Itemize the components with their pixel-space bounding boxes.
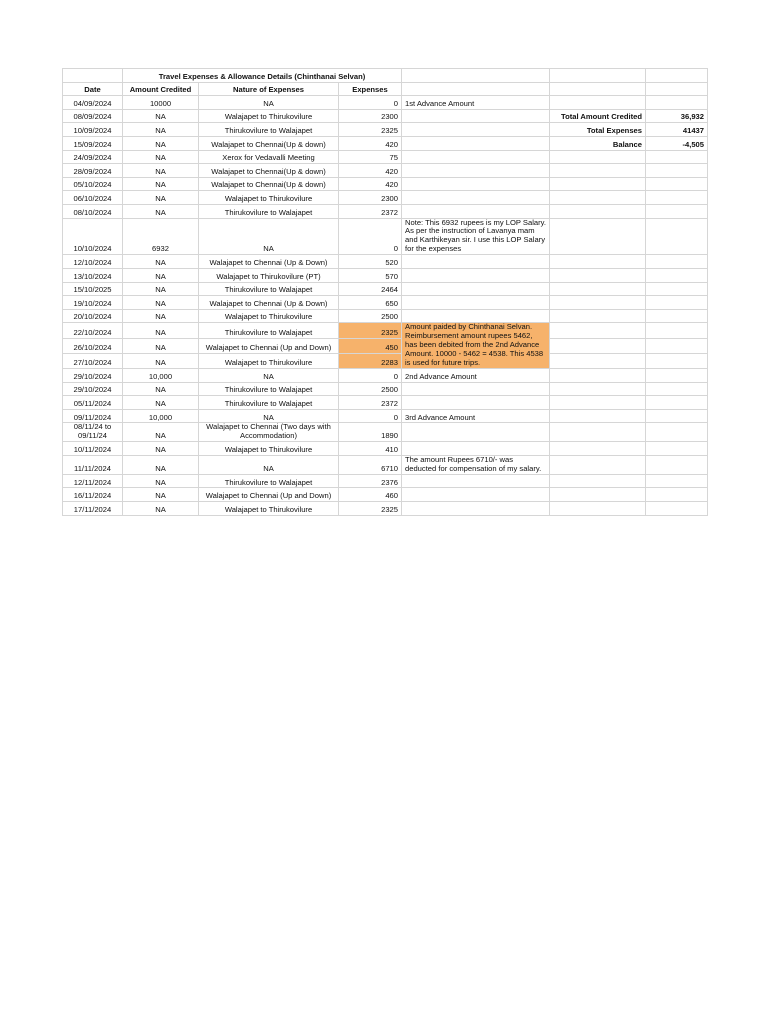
table-row <box>63 191 708 205</box>
cell-empty <box>646 423 708 442</box>
cell-expenses: 570 <box>339 268 402 282</box>
cell-expenses: 2372 <box>339 204 402 218</box>
cell-date: 08/11/24 to 09/11/24 <box>63 423 123 442</box>
cell-credited: NA <box>123 323 199 338</box>
cell-empty <box>646 409 708 423</box>
cell-note <box>402 109 550 123</box>
cell-note <box>402 268 550 282</box>
cell-note <box>402 309 550 323</box>
cell-date: 11/11/2024 <box>63 455 123 474</box>
cell-credited: NA <box>123 136 199 150</box>
table-row <box>63 338 708 353</box>
cell-note <box>402 123 550 137</box>
cell-empty <box>550 268 646 282</box>
cell-empty <box>646 455 708 474</box>
cell-empty <box>646 296 708 310</box>
cell-nature: Walajapet to Thirukovilure <box>199 502 339 516</box>
cell-empty <box>550 218 646 255</box>
cell-date: 10/09/2024 <box>63 123 123 137</box>
cell-empty <box>550 382 646 396</box>
table-row <box>63 474 708 488</box>
cell-expenses: 410 <box>339 442 402 456</box>
table-row <box>63 164 708 178</box>
cell-date: 15/09/2024 <box>63 136 123 150</box>
summary-total-credited-label: Total Amount Credited <box>550 109 646 123</box>
cell-nature: Walajapet to Thirukovilure <box>199 353 339 368</box>
cell-empty <box>550 369 646 383</box>
cell-note <box>402 502 550 516</box>
cell-date: 20/10/2024 <box>63 309 123 323</box>
cell-nature: NA <box>199 455 339 474</box>
cell-empty <box>550 204 646 218</box>
cell-credited: NA <box>123 442 199 456</box>
cell-date: 16/11/2024 <box>63 488 123 502</box>
cell-empty <box>646 396 708 410</box>
cell-expenses: 2464 <box>339 282 402 296</box>
cell-empty <box>550 150 646 164</box>
cell-nature: Walajapet to Chennai (Up & Down) <box>199 255 339 269</box>
summary-total-expenses-label: Total Expenses <box>550 123 646 137</box>
cell-note <box>402 396 550 410</box>
cell-expenses: 2325 <box>339 323 402 338</box>
cell-empty <box>550 177 646 191</box>
cell-expenses: 2325 <box>339 502 402 516</box>
cell-expenses: 2500 <box>339 382 402 396</box>
cell-date: 28/09/2024 <box>63 164 123 178</box>
cell-nature: Walajapet to Thirukovilure <box>199 442 339 456</box>
cell-nature: Thirukovilure to Walajapet <box>199 396 339 410</box>
summary-balance-label: Balance <box>550 136 646 150</box>
cell-note <box>402 177 550 191</box>
table-row <box>63 442 708 456</box>
cell-note <box>402 442 550 456</box>
cell-note: Amount paided by Chinthanai Selvan. Reimbursement amount rupees 5462, has been debited from the 2nd Advance Amount. 10000 - 5462 = 4538. This 4538 is used for future trips. <box>402 323 550 369</box>
table-row <box>63 268 708 282</box>
cell-credited: NA <box>123 396 199 410</box>
header-credited: Amount Credited <box>123 82 199 96</box>
cell-empty <box>646 255 708 269</box>
cell-credited: NA <box>123 255 199 269</box>
cell-empty <box>646 369 708 383</box>
cell-date: 13/10/2024 <box>63 268 123 282</box>
cell-empty <box>646 502 708 516</box>
cell-expenses: 2300 <box>339 191 402 205</box>
cell-credited: 10,000 <box>123 409 199 423</box>
cell-nature: NA <box>199 218 339 255</box>
cell-nature: Walajapet to Chennai (Up and Down) <box>199 338 339 353</box>
cell-date: 27/10/2024 <box>63 353 123 368</box>
table-row <box>63 323 708 338</box>
summary-balance-value: -4,505 <box>646 136 708 150</box>
table-row <box>63 218 708 255</box>
cell-note <box>402 191 550 205</box>
cell-expenses: 0 <box>339 409 402 423</box>
cell-empty <box>550 455 646 474</box>
cell-expenses: 2376 <box>339 474 402 488</box>
cell-nature: Walajapet to Chennai (Up & Down) <box>199 296 339 310</box>
cell-empty <box>550 423 646 442</box>
cell-credited: NA <box>123 268 199 282</box>
cell-empty <box>646 177 708 191</box>
cell-nature: Thirukovilure to Walajapet <box>199 474 339 488</box>
cell-expenses: 420 <box>339 164 402 178</box>
cell-date: 08/10/2024 <box>63 204 123 218</box>
cell-credited: NA <box>123 382 199 396</box>
cell-empty <box>550 442 646 456</box>
cell-empty <box>646 323 708 338</box>
cell-empty <box>646 338 708 353</box>
cell-nature: Thirukovilure to Walajapet <box>199 323 339 338</box>
cell-expenses: 420 <box>339 136 402 150</box>
cell-credited: NA <box>123 309 199 323</box>
cell-empty <box>646 204 708 218</box>
cell-expenses: 2300 <box>339 109 402 123</box>
table-row <box>63 204 708 218</box>
cell-credited: NA <box>123 282 199 296</box>
table-row <box>63 136 708 150</box>
header-nature: Nature of Expenses <box>199 82 339 96</box>
cell-note <box>402 488 550 502</box>
cell-nature: Thirukovilure to Walajapet <box>199 382 339 396</box>
table-row <box>63 455 708 474</box>
cell-date: 29/10/2024 <box>63 382 123 396</box>
cell-note <box>402 150 550 164</box>
cell-credited: NA <box>123 191 199 205</box>
table-row <box>63 255 708 269</box>
cell-nature: Thirukovilure to Walajapet <box>199 282 339 296</box>
cell-empty <box>646 442 708 456</box>
cell-nature: Walajapet to Thirukovilure <box>199 309 339 323</box>
cell-empty <box>646 218 708 255</box>
cell-credited: NA <box>123 353 199 368</box>
cell-nature: Walajapet to Chennai(Up & down) <box>199 136 339 150</box>
cell-note <box>402 423 550 442</box>
table-row <box>63 123 708 137</box>
cell-empty <box>646 150 708 164</box>
cell-expenses: 450 <box>339 338 402 353</box>
cell-expenses: 1890 <box>339 423 402 442</box>
cell-nature: Walajapet to Thirukovilure (PT) <box>199 268 339 282</box>
cell-note <box>402 136 550 150</box>
cell-date: 05/10/2024 <box>63 177 123 191</box>
cell-expenses: 520 <box>339 255 402 269</box>
cell-nature: Thirukovilure to Walajapet <box>199 204 339 218</box>
cell-empty <box>646 268 708 282</box>
cell-nature: NA <box>199 369 339 383</box>
table-row <box>63 282 708 296</box>
cell-empty <box>550 409 646 423</box>
cell-credited: NA <box>123 296 199 310</box>
cell-empty <box>550 502 646 516</box>
cell-date: 26/10/2024 <box>63 338 123 353</box>
table-row <box>63 296 708 310</box>
cell-empty <box>550 396 646 410</box>
cell-empty <box>550 309 646 323</box>
cell-expenses: 2325 <box>339 123 402 137</box>
cell-date: 22/10/2024 <box>63 323 123 338</box>
cell-expenses: 75 <box>339 150 402 164</box>
cell-credited: NA <box>123 164 199 178</box>
cell-credited: NA <box>123 177 199 191</box>
cell-credited: NA <box>123 423 199 442</box>
table-row <box>63 502 708 516</box>
cell-credited: 10,000 <box>123 369 199 383</box>
cell-expenses: 0 <box>339 369 402 383</box>
cell-empty <box>550 338 646 353</box>
cell-empty <box>646 474 708 488</box>
cell-date: 12/11/2024 <box>63 474 123 488</box>
cell-credited: NA <box>123 150 199 164</box>
cell-credited: 10000 <box>123 96 199 110</box>
cell-nature: NA <box>199 96 339 110</box>
table-row <box>63 150 708 164</box>
cell-empty <box>550 488 646 502</box>
cell-credited: NA <box>123 338 199 353</box>
cell-empty <box>550 353 646 368</box>
header-expenses: Expenses <box>339 82 402 96</box>
cell-expenses: 0 <box>339 218 402 255</box>
table-row <box>63 109 708 123</box>
cell-expenses: 460 <box>339 488 402 502</box>
cell-empty <box>550 164 646 178</box>
cell-empty <box>646 96 708 110</box>
cell-empty <box>550 96 646 110</box>
expense-sheet <box>62 68 708 516</box>
cell-date: 04/09/2024 <box>63 96 123 110</box>
cell-credited: 6932 <box>123 218 199 255</box>
cell-empty <box>646 488 708 502</box>
table-row <box>63 177 708 191</box>
cell-expenses: 650 <box>339 296 402 310</box>
table-row <box>63 369 708 383</box>
cell-empty <box>646 353 708 368</box>
cell-note <box>402 164 550 178</box>
summary-total-credited-value: 36,932 <box>646 109 708 123</box>
cell-note <box>402 204 550 218</box>
cell-empty <box>550 191 646 205</box>
cell-empty <box>646 309 708 323</box>
cell-note: 2nd Advance Amount <box>402 369 550 383</box>
table-row <box>63 409 708 423</box>
title-row <box>63 69 708 83</box>
cell-note <box>402 255 550 269</box>
cell-credited: NA <box>123 123 199 137</box>
cell-date: 10/10/2024 <box>63 218 123 255</box>
table-row <box>63 96 708 110</box>
table-row <box>63 396 708 410</box>
cell-nature: Walajapet to Chennai (Up and Down) <box>199 488 339 502</box>
cell-empty <box>646 191 708 205</box>
cell-expenses: 2500 <box>339 309 402 323</box>
cell-empty <box>646 382 708 396</box>
cell-expenses: 0 <box>339 96 402 110</box>
cell-empty <box>646 164 708 178</box>
cell-date: 09/11/2024 <box>63 409 123 423</box>
cell-note: Note: This 6932 rupees is my LOP Salary. As per the instruction of Lavanya mam and Karthikeyan sir. I use this LOP Salary for the expenses <box>402 218 550 255</box>
cell-expenses: 420 <box>339 177 402 191</box>
cell-note <box>402 296 550 310</box>
cell-note: 3rd Advance Amount <box>402 409 550 423</box>
cell-date: 15/10/2025 <box>63 282 123 296</box>
cell-date: 19/10/2024 <box>63 296 123 310</box>
cell-empty <box>550 474 646 488</box>
cell-date: 17/11/2024 <box>63 502 123 516</box>
cell-date: 06/10/2024 <box>63 191 123 205</box>
cell-note <box>402 282 550 296</box>
cell-expenses: 2283 <box>339 353 402 368</box>
cell-expenses: 2372 <box>339 396 402 410</box>
cell-credited: NA <box>123 474 199 488</box>
header-row <box>63 82 708 96</box>
cell-nature: NA <box>199 409 339 423</box>
cell-note <box>402 382 550 396</box>
cell-date: 08/09/2024 <box>63 109 123 123</box>
cell-date: 10/11/2024 <box>63 442 123 456</box>
cell-date: 29/10/2024 <box>63 369 123 383</box>
cell-credited: NA <box>123 204 199 218</box>
cell-credited: NA <box>123 502 199 516</box>
cell-nature: Walajapet to Thirukovilure <box>199 109 339 123</box>
cell-nature: Walajapet to Chennai(Up & down) <box>199 164 339 178</box>
cell-date: 05/11/2024 <box>63 396 123 410</box>
cell-nature: Walajapet to Thirukovilure <box>199 191 339 205</box>
cell-credited: NA <box>123 109 199 123</box>
cell-credited: NA <box>123 455 199 474</box>
table-row <box>63 353 708 368</box>
table-row <box>63 382 708 396</box>
cell-nature: Walajapet to Chennai(Up & down) <box>199 177 339 191</box>
cell-empty <box>550 255 646 269</box>
header-date: Date <box>63 82 123 96</box>
cell-credited: NA <box>123 488 199 502</box>
cell-empty <box>646 282 708 296</box>
cell-expenses: 6710 <box>339 455 402 474</box>
cell-empty <box>550 282 646 296</box>
cell-date: 24/09/2024 <box>63 150 123 164</box>
cell-nature: Walajapet to Chennai (Two days with Accommodation) <box>199 423 339 442</box>
cell-note: The amount Rupees 6710/- was deducted for compensation of my salary. <box>402 455 550 474</box>
cell-note: 1st Advance Amount <box>402 96 550 110</box>
cell-nature: Xerox for Vedavalli Meeting <box>199 150 339 164</box>
cell-nature: Thirukovilure to Walajapet <box>199 123 339 137</box>
table-row <box>63 309 708 323</box>
summary-total-expenses-value: 41437 <box>646 123 708 137</box>
cell-date: 12/10/2024 <box>63 255 123 269</box>
cell-note <box>402 474 550 488</box>
cell-empty <box>550 323 646 338</box>
table-row <box>63 423 708 442</box>
sheet-title: Travel Expenses & Allowance Details (Chinthanai Selvan) <box>123 69 402 83</box>
table-row <box>63 488 708 502</box>
cell-empty <box>550 296 646 310</box>
